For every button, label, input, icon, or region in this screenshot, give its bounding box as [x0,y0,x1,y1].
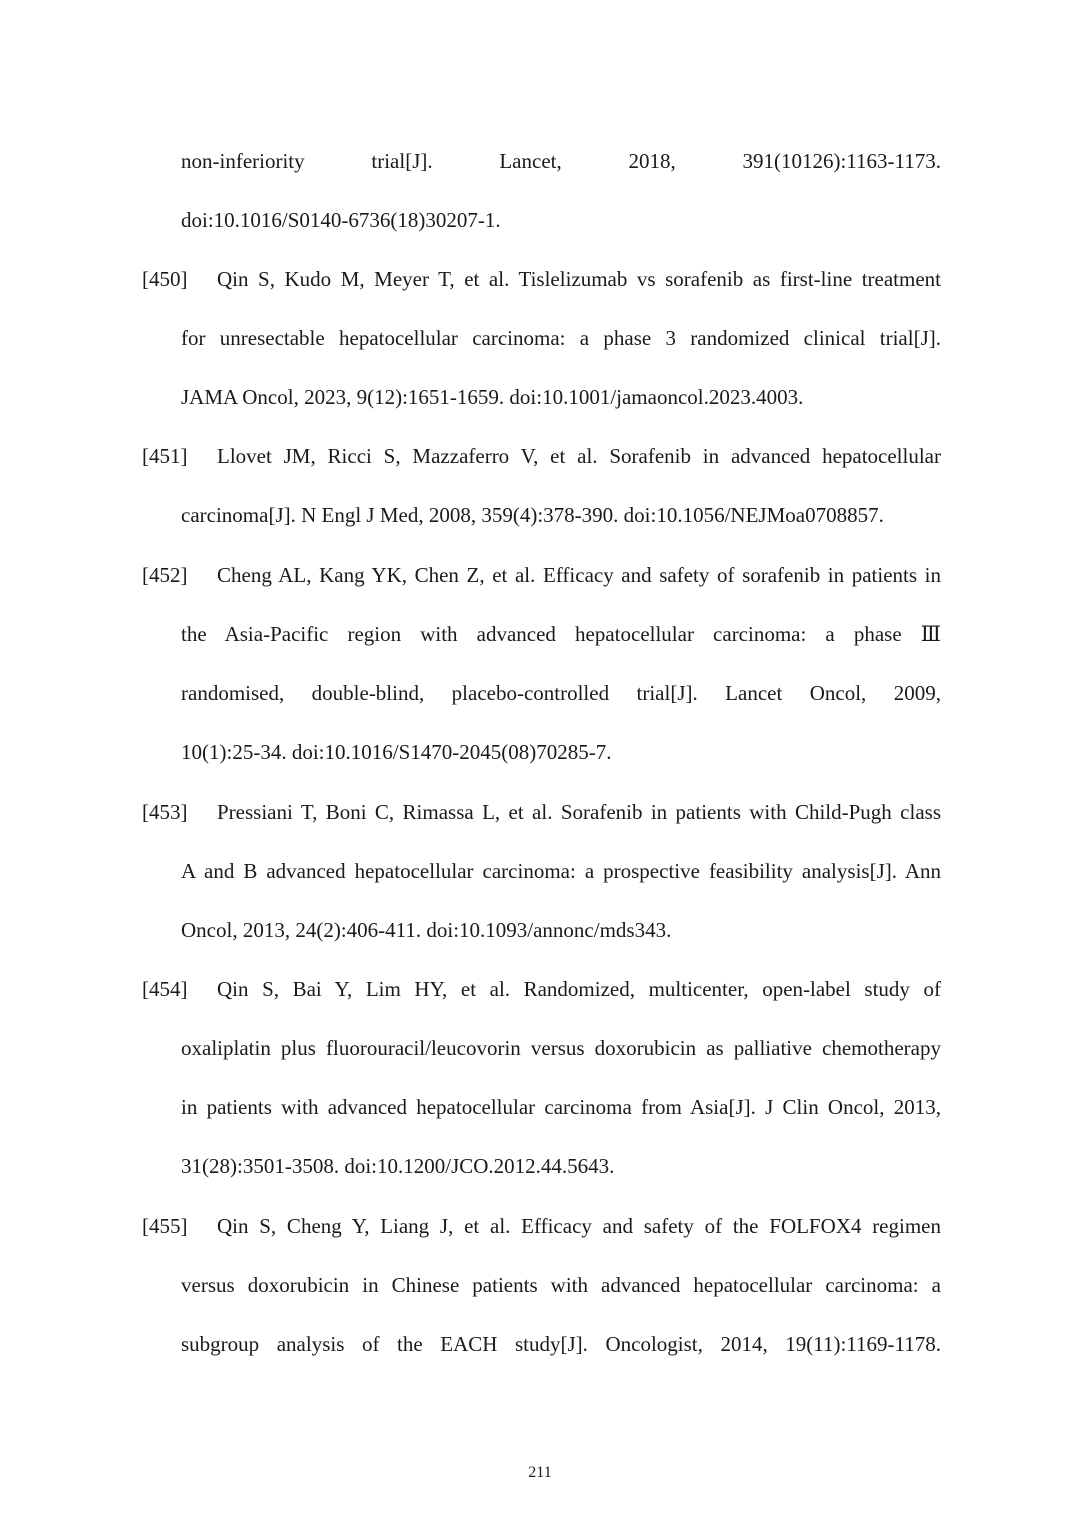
reference-line: JAMA Oncol, 2023, 9(12):1651-1659. doi:10.1001/jamaoncol.2023.4003. [181,385,804,409]
reference-number: [455] [142,1214,188,1238]
reference-line: A and B advanced hepatocellular carcinoma: a prospective feasibility analysis[J]. Ann [181,859,941,883]
reference-line: versus doxorubicin in Chinese patients with advanced hepatocellular carcinoma: a [181,1273,941,1297]
reference-line: carcinoma[J]. N Engl J Med, 2008, 359(4):378-390. doi:10.1056/NEJMoa0708857. [181,503,884,527]
reference-line: oxaliplatin plus fluorouracil/leucovorin versus doxorubicin as palliative chemotherapy [181,1036,941,1060]
reference-line: 31(28):3501-3508. doi:10.1200/JCO.2012.44.5643. [181,1154,615,1178]
reference-number: [453] [142,800,188,824]
reference-line: doi:10.1016/S0140-6736(18)30207-1. [181,208,501,232]
reference-number: [450] [142,267,188,291]
reference-number: [452] [142,563,188,587]
reference-line: Oncol, 2013, 24(2):406-411. doi:10.1093/annonc/mds343. [181,918,672,942]
reference-line: for unresectable hepatocellular carcinoma: a phase 3 randomized clinical trial[J]. [181,326,941,350]
reference-line: Qin S, Cheng Y, Liang J, et al. Efficacy and safety of the FOLFOX4 regimen [217,1214,941,1238]
reference-number: [454] [142,977,188,1001]
reference-line: 10(1):25-34. doi:10.1016/S1470-2045(08)70285-7. [181,740,612,764]
reference-line: randomised, double-blind, placebo-controlled trial[J]. Lancet Oncol, 2009, [181,681,941,705]
reference-line: subgroup analysis of the EACH study[J]. Oncologist, 2014, 19(11):1169-1178. [181,1332,941,1356]
reference-line: Cheng AL, Kang YK, Chen Z, et al. Efficacy and safety of sorafenib in patients in [217,563,941,587]
reference-line: in patients with advanced hepatocellular carcinoma from Asia[J]. J Clin Oncol, 2013, [181,1095,941,1119]
page-number: 211 [528,1464,552,1481]
reference-line: the Asia-Pacific region with advanced hepatocellular carcinoma: a phase Ⅲ [181,622,941,646]
reference-line: Pressiani T, Boni C, Rimassa L, et al. Sorafenib in patients with Child-Pugh class [217,800,941,824]
reference-line: Qin S, Kudo M, Meyer T, et al. Tislelizumab vs sorafenib as first-line treatment [217,267,941,291]
reference-line: Qin S, Bai Y, Lim HY, et al. Randomized, multicenter, open-label study of [217,977,941,1001]
reference-line: Llovet JM, Ricci S, Mazzaferro V, et al. Sorafenib in advanced hepatocellular [217,444,941,468]
reference-number: [451] [142,444,188,468]
reference-line: non-inferiority trial[J]. Lancet, 2018, 391(10126):1163-1173. [181,149,941,173]
